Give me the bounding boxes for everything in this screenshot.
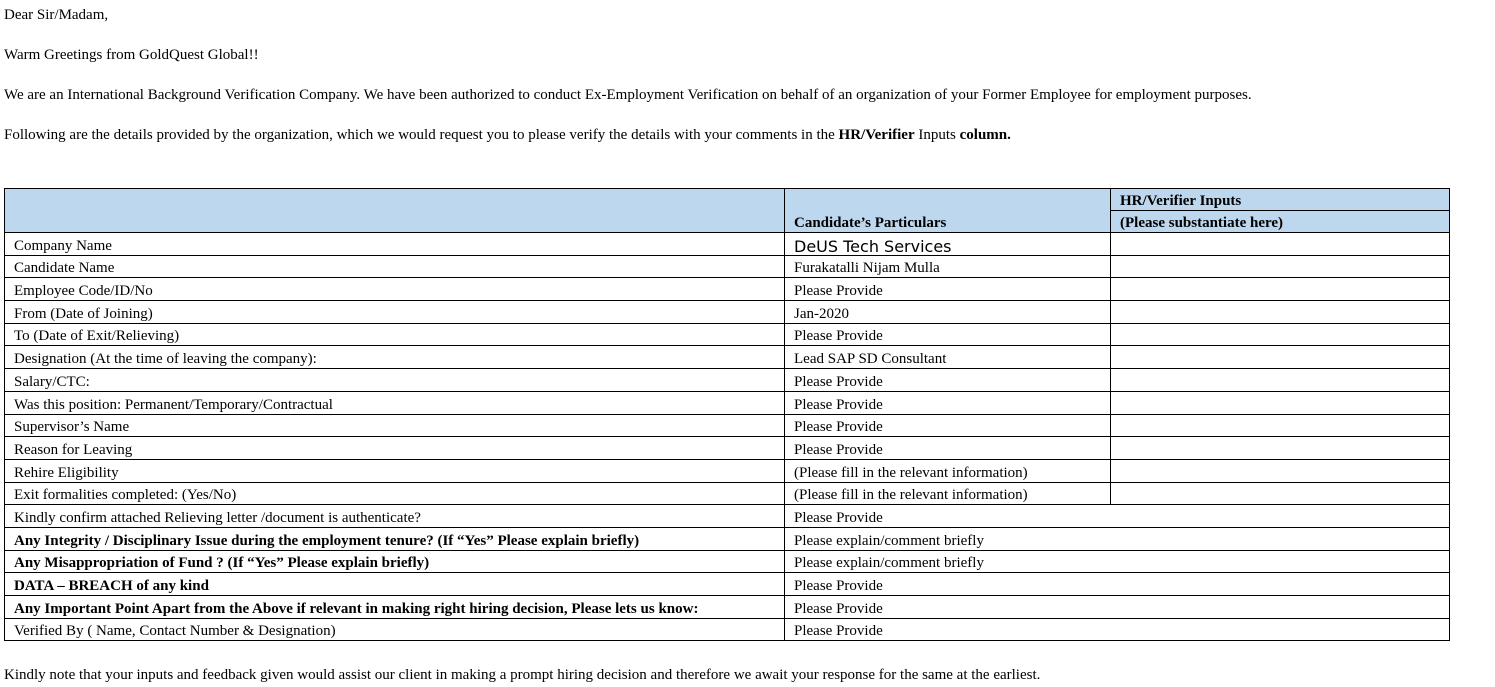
row-value: Jan-2020 xyxy=(785,301,1111,324)
request-text: Following are the details provided by the organization, which we would request you to please verify the details with your comments in the xyxy=(4,127,839,143)
table-header-row xyxy=(5,189,1450,211)
row-value: Please Provide xyxy=(785,278,1111,301)
hr-input-cell[interactable] xyxy=(1111,369,1450,392)
row-value: Please Provide xyxy=(785,414,1111,437)
row-label: Any Integrity / Disciplinary Issue during the employment tenure? (If “Yes” Please explain briefly) xyxy=(5,527,785,550)
row-label: Exit formalities completed: (Yes/No) xyxy=(5,482,785,505)
salutation: Dear Sir/Madam, xyxy=(4,7,109,23)
hr-input-cell[interactable] xyxy=(1111,414,1450,437)
table-row xyxy=(5,301,1450,324)
row-value: Please Provide xyxy=(785,505,1450,528)
table-row xyxy=(5,233,1450,256)
row-value: Please Provide xyxy=(785,573,1450,596)
table-row xyxy=(5,255,1450,278)
row-value: (Please fill in the relevant information) xyxy=(785,482,1111,505)
request-column: column. xyxy=(959,127,1011,143)
header-candidate-particulars: Candidate’s Particulars xyxy=(785,189,1111,233)
hr-input-cell[interactable] xyxy=(1111,459,1450,482)
row-value: (Please fill in the relevant information) xyxy=(785,459,1111,482)
hr-input-cell[interactable] xyxy=(1111,323,1450,346)
row-label: Verified By ( Name, Contact Number & Designation) xyxy=(5,618,785,641)
row-value: Furakatalli Nijam Mulla xyxy=(785,255,1111,278)
table-row xyxy=(5,596,1450,619)
row-label: Supervisor’s Name xyxy=(5,414,785,437)
table-row xyxy=(5,527,1450,550)
row-label: Candidate Name xyxy=(5,255,785,278)
table-row xyxy=(5,550,1450,573)
row-value: Please Provide xyxy=(785,437,1111,460)
row-label: Designation (At the time of leaving the company): xyxy=(5,346,785,369)
row-value: Please Provide xyxy=(785,391,1111,414)
row-value: Lead SAP SD Consultant xyxy=(785,346,1111,369)
row-label: Company Name xyxy=(5,233,785,256)
row-value: DeUS Tech Services xyxy=(785,233,1111,256)
greeting: Warm Greetings from GoldQuest Global!! xyxy=(4,47,259,63)
row-label: DATA – BREACH of any kind xyxy=(5,573,785,596)
header-hr-verifier-inputs: HR/Verifier Inputs xyxy=(1111,189,1450,211)
hr-input-cell[interactable] xyxy=(1111,482,1450,505)
table-row xyxy=(5,573,1450,596)
row-label: Employee Code/ID/No xyxy=(5,278,785,301)
row-label: Kindly confirm attached Relieving letter /document is authenticate? xyxy=(5,505,785,528)
hr-input-cell[interactable] xyxy=(1111,278,1450,301)
table-row xyxy=(5,482,1450,505)
hr-input-cell[interactable] xyxy=(1111,346,1450,369)
row-label: Any Misappropriation of Fund ? (If “Yes” Please explain briefly) xyxy=(5,550,785,573)
table-row xyxy=(5,346,1450,369)
table-row xyxy=(5,323,1450,346)
table-row xyxy=(5,459,1450,482)
row-label: Reason for Leaving xyxy=(5,437,785,460)
header-blank-cell xyxy=(5,189,785,233)
row-value: Please Provide xyxy=(785,323,1111,346)
hr-input-cell[interactable] xyxy=(1111,437,1450,460)
row-value: Please explain/comment briefly xyxy=(785,550,1450,573)
closing-paragraph: Kindly note that your inputs and feedback given would assist our client in making a prompt hiring decision and therefore we await your response for the same at the earliest. xyxy=(4,667,1041,683)
table-row xyxy=(5,414,1450,437)
row-label: Salary/CTC: xyxy=(5,369,785,392)
row-label: To (Date of Exit/Relieving) xyxy=(5,323,785,346)
request-paragraph xyxy=(4,126,1011,144)
intro-paragraph: We are an International Background Verification Company. We have been authorized to conduct Ex-Employment Verification on behalf of an organization of your Former Employee for employment purposes. xyxy=(4,87,1252,103)
row-label: Rehire Eligibility xyxy=(5,459,785,482)
request-hr-verifier: HR/Verifier xyxy=(838,127,915,143)
request-inputs: Inputs xyxy=(914,127,960,143)
header-substantiate: (Please substantiate here) xyxy=(1111,211,1450,233)
table-row xyxy=(5,278,1450,301)
table-row xyxy=(5,505,1450,528)
verification-table xyxy=(4,188,1450,641)
table-row xyxy=(5,618,1450,641)
row-label: From (Date of Joining) xyxy=(5,301,785,324)
hr-input-cell[interactable] xyxy=(1111,391,1450,414)
row-value: Please Provide xyxy=(785,618,1450,641)
row-label: Was this position: Permanent/Temporary/Contractual xyxy=(5,391,785,414)
hr-input-cell[interactable] xyxy=(1111,301,1450,324)
table-row xyxy=(5,369,1450,392)
table-row xyxy=(5,437,1450,460)
row-value: Please explain/comment briefly xyxy=(785,527,1450,550)
hr-input-cell[interactable] xyxy=(1111,255,1450,278)
row-label: Any Important Point Apart from the Above if relevant in making right hiring decision, Please lets us know: xyxy=(5,596,785,619)
row-value: Please Provide xyxy=(785,369,1111,392)
row-value: Please Provide xyxy=(785,596,1450,619)
table-row xyxy=(5,391,1450,414)
hr-input-cell[interactable] xyxy=(1111,233,1450,256)
